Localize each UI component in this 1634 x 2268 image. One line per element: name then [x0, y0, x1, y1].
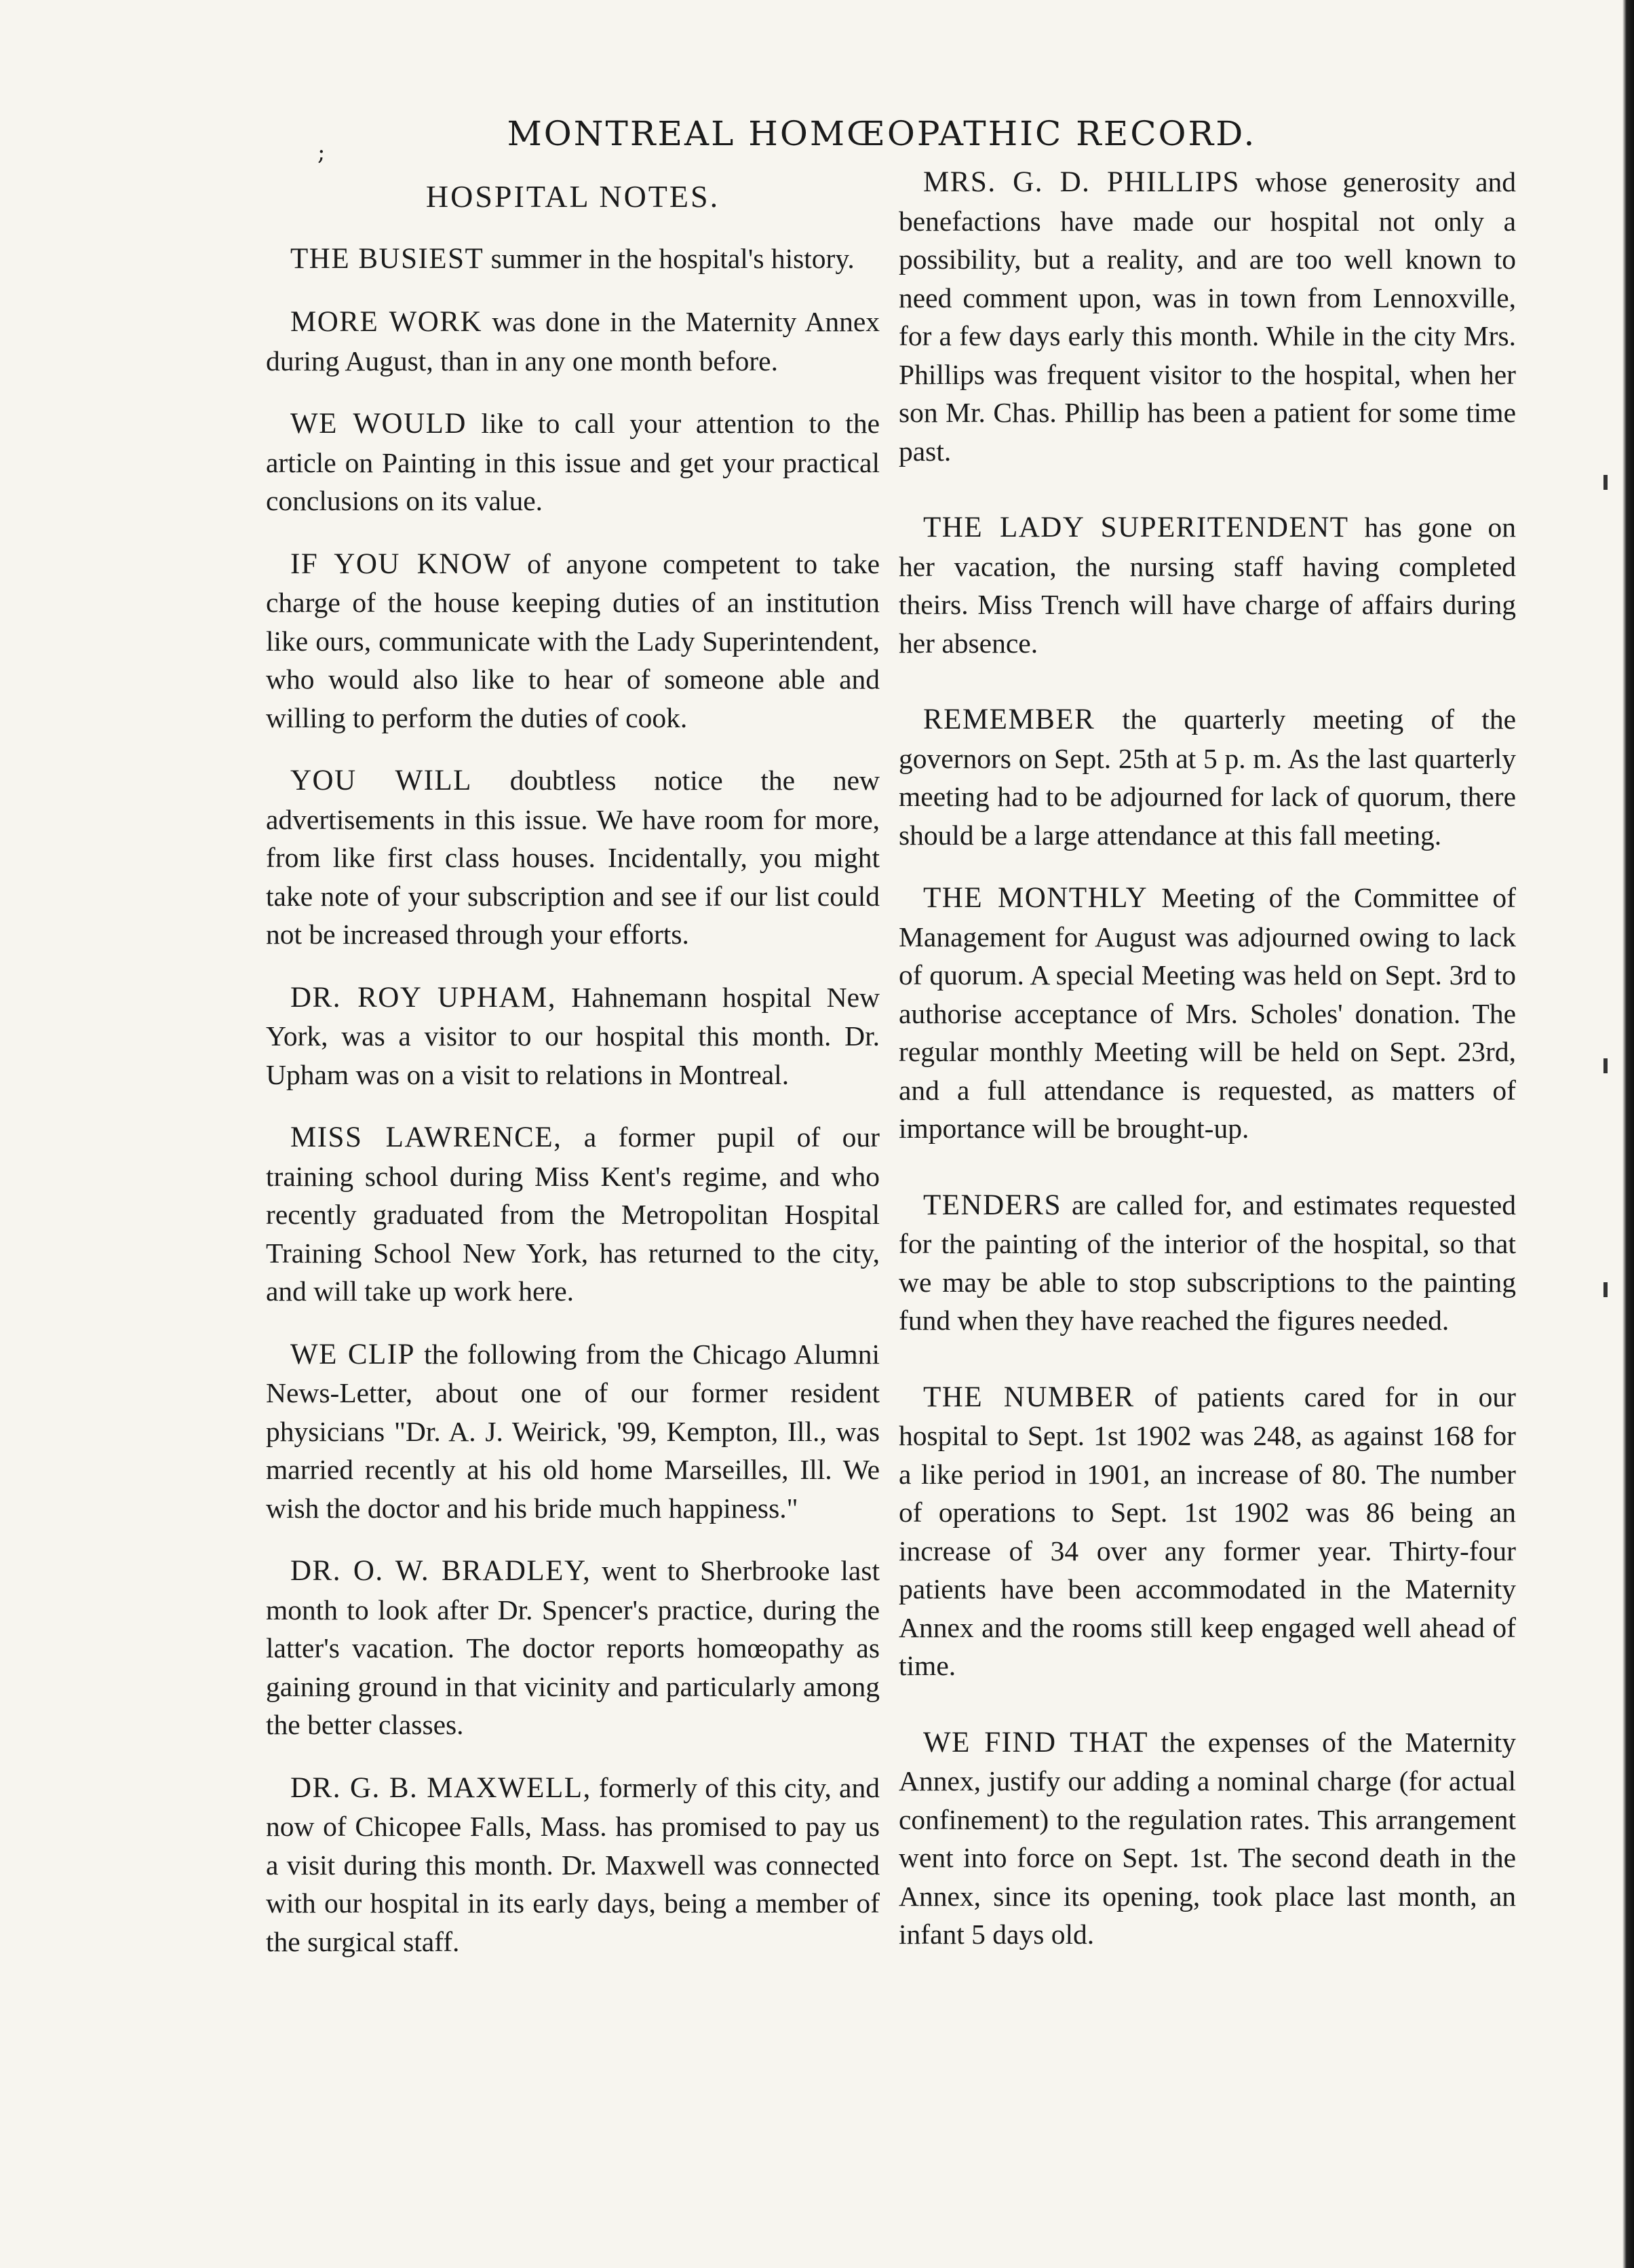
- note-lead: WE WOULD: [290, 408, 467, 440]
- note-monthly-meeting: [899, 879, 1516, 1148]
- note-lead: WE FIND THAT: [923, 1726, 1149, 1758]
- note-lead: DR. ROY UPHAM,: [290, 981, 556, 1014]
- note-mrs-phillips: [899, 163, 1516, 470]
- note-lead: MORE WORK: [290, 306, 483, 338]
- note-miss-lawrence: [266, 1118, 880, 1311]
- note-text: the following from the Chicago Alumni News-Letter, about one of our former resident physicians "Dr. A. J. Weirick, '99, Kempton, Ill., was married recently at his old home Marseilles, Ill. We wish the doctor and his bride much happiness.": [266, 1338, 880, 1524]
- note-lady-superintendent: [899, 508, 1516, 662]
- note-dr-maxwell: [266, 1769, 880, 1961]
- note-we-find-that: [899, 1723, 1516, 1954]
- note-lead: TENDERS: [923, 1189, 1062, 1221]
- note-text: Hahnemann hospital New York, was a visitor to our hospital this month. Dr. Upham was on a visit to relations in Montreal.: [266, 981, 880, 1090]
- note-tenders: [899, 1186, 1516, 1340]
- note-we-clip: [266, 1335, 880, 1528]
- note-lead: REMEMBER: [923, 704, 1095, 735]
- note-text: the quarterly meeting of the governors on Sept. 25th at 5 p. m. As the last quarterly meeting had to be adjourned for lack of quorum, there should be a large attendance at this fall meeting.: [899, 704, 1516, 851]
- note-remember: [899, 700, 1516, 854]
- note-text: whose generosity and benefactions have made our hospital not only a possibility, but a reality, and are too well known to need comment upon, was in town from Lennoxville, for a few days early this month. While in the city Mrs. Phillips was frequent visitor to the hospital, when her son Mr. Chas. Phillip has been a patient for some time past.: [899, 166, 1516, 467]
- note-text: summer in the hospital's history.: [484, 242, 855, 274]
- left-column: [266, 178, 880, 1985]
- note-text: formerly of this city, and now of Chicopee Falls, Mass. has promised to pay us a visit during this month. Dr. Maxwell was connected with our hospital in its early days, being a member of the surgical staff.: [266, 1771, 880, 1957]
- page-mark: ;: [317, 139, 326, 166]
- note-dr-bradley: [266, 1552, 880, 1744]
- note-text: of patients cared for in our hospital to Sept. 1st 1902 was 248, as against 168 for a like period in 1901, an increase of 80. The number of operations to Sept. 1st 1902 was 86 being an increase of 34 over any former year. Thirty-four patients have been accommodated in the Maternity Annex and the rooms still keep engaged well ahead of time.: [899, 1381, 1516, 1681]
- note-lead: YOU WILL: [290, 765, 472, 796]
- note-lead: THE BUSIEST: [290, 242, 484, 275]
- note-lead: DR. G. B. MAXWELL,: [290, 1771, 591, 1804]
- note-lead: DR. O. W. BRADLEY,: [290, 1555, 591, 1587]
- note-text: was done in the Maternity Annex during August, than in any one month before.: [266, 306, 880, 377]
- note-text: a former pupil of our training school during Miss Kent's regime, and who recently graduated from the Metropolitan Hospital Training School New York, has returned to the city, and will take up work here.: [266, 1121, 880, 1307]
- note-text: has gone on her vacation, the nursing staff having completed theirs. Miss Trench will have charge of affairs during her absence.: [899, 512, 1516, 659]
- note-busiest: [266, 239, 880, 279]
- note-you-will: [266, 761, 880, 954]
- note-the-number: [899, 1378, 1516, 1685]
- section-title: HOSPITAL NOTES.: [425, 179, 720, 214]
- note-lead: THE NUMBER: [923, 1381, 1135, 1413]
- note-lead: THE LADY SUPERITENDENT: [923, 512, 1349, 543]
- note-lead: IF YOU KNOW: [290, 547, 512, 580]
- note-lead: THE MONTHLY: [923, 882, 1148, 914]
- note-text: the expenses of the Maternity Annex, justify our adding a nominal charge (for actual confinement) to the regulation rates. This arrangement went into force on Sept. 1st. The second death in the Annex, since its opening, took place last month, an infant 5 days old.: [899, 1726, 1516, 1950]
- margin-mark: [1603, 1058, 1608, 1073]
- margin-mark: [1603, 1282, 1608, 1297]
- note-text: Meeting of the Committee of Management for August was adjourned owing to lack of quorum. A special Meeting was held on Sept. 3rd to authorise acceptance of Mrs. Scholes' donation. The regular monthly Meeting will be held on Sept. 23rd, and a full attendance is requested, as matters of importance will be brought-up.: [899, 882, 1516, 1144]
- binding-edge: [1622, 0, 1634, 2268]
- note-text: are called for, and estimates requested for the painting of the interior of the hospital, so that we may be able to stop subscriptions to the painting fund when they have reached the figures needed.: [899, 1189, 1516, 1336]
- note-lead: MISS LAWRENCE,: [290, 1121, 562, 1153]
- note-dr-upham: [266, 978, 880, 1094]
- margin-mark: [1603, 475, 1608, 490]
- note-text: went to Sherbrooke last month to look after Dr. Spencer's practice, during the latter's vacation. The doctor reports homœopathy as gaining ground in that vicinity and particularly among the better classes.: [266, 1555, 880, 1740]
- right-column: [899, 163, 1516, 1978]
- running-title: MONTREAL HOMŒOPATHIC RECORD.: [507, 114, 1257, 153]
- note-if-you-know: [266, 545, 880, 737]
- note-lead: WE CLIP: [290, 1338, 416, 1370]
- note-we-would: [266, 404, 880, 520]
- note-text: doubtless notice the new advertisements in this issue. We have room for more, from like first class houses. Incidentally, you might take note of your subscription and see if our list could not be increased through your efforts.: [266, 765, 880, 950]
- note-lead: MRS. G. D. PHILLIPS: [923, 166, 1240, 198]
- note-more-work: [266, 303, 880, 380]
- note-text: of anyone competent to take charge of the house keeping duties of an institution like ours, communicate with the Lady Superintendent, who would also like to hear of someone able and willing to perform the duties of cook.: [266, 547, 880, 733]
- note-text: like to call your attention to the article on Painting in this issue and get your practical conclusions on its value.: [266, 408, 880, 516]
